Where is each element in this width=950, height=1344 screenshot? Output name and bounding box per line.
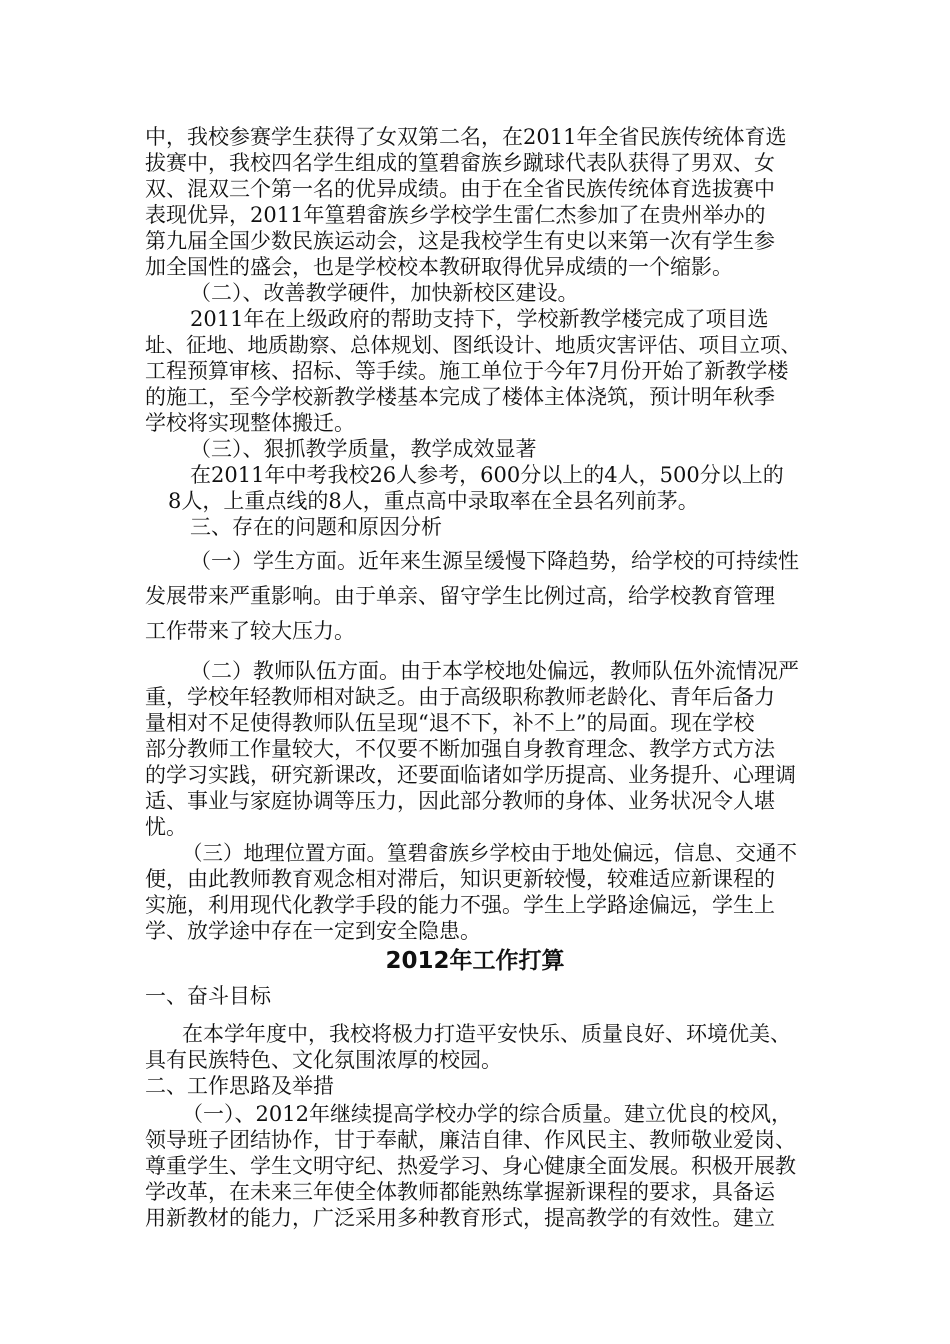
text-line: 中，我校参赛学生获得了女双第二名，在2011年全省民族传统体育选 xyxy=(145,125,787,149)
text-line: 加全国性的盛会，也是学校校本教研取得优异成绩的一个缩影。 xyxy=(145,255,733,279)
text-line: 址、征地、地质勘察、总体规划、图纸设计、地质灾害评估、项目立项、 xyxy=(145,333,801,357)
text-line: 适、事业与家庭协调等压力，因此部分教师的身体、业务状况令人堪 xyxy=(145,789,775,813)
text-line: （一）、2012年继续提高学校办学的综合质量。建立优良的校风， xyxy=(182,1102,792,1126)
text-line: 实施，利用现代化教学手段的能力不强。学生上学路途偏远，学生上 xyxy=(145,893,775,917)
text-line: 学校将实现整体搬迁。 xyxy=(145,411,355,435)
text-line: 用新教材的能力，广泛采用多种教育形式，提高教学的有效性。建立 xyxy=(145,1206,775,1230)
section-heading-measures: 二、工作思路及举措 xyxy=(145,1074,334,1098)
text-line: 发展带来严重影响。由于单亲、留守学生比例过高，给学校教育管理 xyxy=(145,584,775,608)
text-line: 8人，上重点线的8人，重点高中录取率在全县名列前茅。 xyxy=(168,489,699,513)
text-line: （二）教师队伍方面。由于本学校地处偏远，教师队伍外流情况严 xyxy=(190,659,799,683)
text-line: 便，由此教师教育观念相对滞后，知识更新较慢，较难适应新课程的 xyxy=(145,867,775,891)
subheading-quality: （三）、狠抓教学质量，教学成效显著 xyxy=(190,437,537,461)
section-heading-goal: 一、奋斗目标 xyxy=(145,984,271,1008)
text-line: 领导班子团结协作，甘于奉献，廉洁自律、作风民主、教师敬业爱岗、 xyxy=(145,1128,796,1152)
text-line: 学改革，在未来三年使全体教师都能熟练掌握新课程的要求，具备运 xyxy=(145,1180,775,1204)
text-line: 学、放学途中存在一定到安全隐患。 xyxy=(145,919,481,943)
plan-title: 2012年工作打算 xyxy=(385,948,565,974)
text-line: 拔赛中，我校四名学生组成的篁碧畲族乡蹴球代表队获得了男双、女 xyxy=(145,151,775,175)
text-line: 双、混双三个第一名的优异成绩。由于在全省民族传统体育选拔赛中 xyxy=(145,177,775,201)
text-line: 第九届全国少数民族运动会，这是我校学生有史以来第一次有学生参 xyxy=(145,229,775,253)
text-line: 量相对不足使得教师队伍呈现“退不下，补不上”的局面。现在学校 xyxy=(145,711,755,735)
text-line: 的学习实践，研究新课改，还要面临诸如学历提高、业务提升、心理调 xyxy=(145,763,796,787)
text-line: 表现优异，2011年篁碧畲族乡学校学生雷仁杰参加了在贵州举办的 xyxy=(145,203,766,227)
text-line: （一）学生方面。近年来生源呈缓慢下降趋势，给学校的可持续性 xyxy=(190,549,799,573)
text-line: 在2011年中考我校26人参考，600分以上的4人，500分以上的 xyxy=(190,463,784,487)
text-line: 工作带来了较大压力。 xyxy=(145,619,355,643)
text-line: 部分教师工作量较大，不仅要不断加强自身教育理念、教学方式方法 xyxy=(145,737,775,761)
text-line: （三）地理位置方面。篁碧畲族乡学校由于地处偏远，信息、交通不 xyxy=(182,841,797,865)
section-heading-problems: 三、存在的问题和原因分析 xyxy=(190,515,442,539)
text-line: 忧。 xyxy=(145,815,187,839)
text-line: 2011年在上级政府的帮助支持下，学校新教学楼完成了项目选 xyxy=(190,307,769,331)
text-line: 尊重学生、学生文明守纪、热爱学习、身心健康全面发展。积极开展教 xyxy=(145,1154,796,1178)
text-line: 在本学年度中，我校将极力打造平安快乐、质量良好、环境优美、 xyxy=(182,1022,791,1046)
subheading-hardware: （二）、改善教学硬件，加快新校区建设。 xyxy=(190,281,579,305)
text-line: 工程预算审核、招标、等手续。施工单位于今年7月份开始了新教学楼 xyxy=(145,359,789,383)
text-line: 重，学校年轻教师相对缺乏。由于高级职称教师老龄化、青年后备力 xyxy=(145,685,775,709)
text-line: 具有民族特色、文化氛围浓厚的校园。 xyxy=(145,1048,502,1072)
text-line: 的施工，至今学校新教学楼基本完成了楼体主体浇筑，预计明年秋季 xyxy=(145,385,775,409)
